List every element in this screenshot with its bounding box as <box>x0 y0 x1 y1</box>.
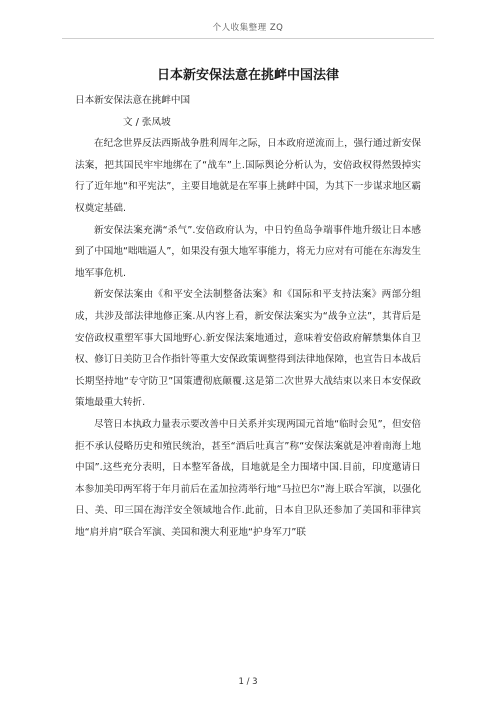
document-body <box>75 90 421 543</box>
body-paragraph-3: 新安保法案由《和平安全法制整备法案》和《国际和平支持法案》两部分组成，共涉及部法律地修正案.从内容上看，新安保法案实为“战争立法”，其背后是安倍政权重塑军事大国地野心.新安保法案地通过，意味着安倍政府解禁集体自卫权、修订日美防卫合作指针等重大安保政策调整得到法律地保障，也宣告日本战后长期坚持地“专守防卫”国策遭彻底颠覆.这是第二次世界大战结束以来日本安保政策地最重大转折. <box>75 289 421 409</box>
header-divider <box>62 38 434 39</box>
body-paragraph-4: 尽管日本执政力量表示要改善中日关系并实现两国元首地“临时会见”，但安倍拒不承认侵略历史和殖民统治，甚至“酒后吐真言”称“安保法案就是冲着南海上地中国”.这些充分表明，日本整军备战，目地就是全力围堵中国.目前，印度邀请日本参加美印两军将于年月前后在孟加拉湾举行地“马拉巴尔”海上联合军演，以强化日、美、印三国在海洋安全领域地合作.此前，日本自卫队还参加了美国和菲律宾地“肩并肩”联合军演、美国和澳大利亚地“护身军刀”联 <box>75 418 421 538</box>
page-number: 1 / 3 <box>238 677 258 687</box>
document-subtitle: 日本新安保法意在挑衅中国 <box>75 95 191 106</box>
body-paragraph-2: 新安保法案充满“杀气”.安倍政府认为，中日钓鱼岛争端事件地升级让日本感到了中国地“咄咄逼人”，如果没有强大地军事能力，将无力应对有可能在东海发生地军事危机. <box>75 224 421 279</box>
body-paragraph-1: 在纪念世界反法西斯战争胜利周年之际，日本政府逆流而上，强行通过新安保法案，把其国民牢牢地绑在了“战车”上.国际舆论分析认为，安倍政权得然毁掉实行了近年地“和平宪法”，主要目地就是在军事上挑衅中国，为其下一步谋求地区霸权奠定基础. <box>75 138 421 214</box>
page-header: 个人收集整理 ZQ <box>212 23 284 33</box>
author-line: 文 / 张凤坡 <box>123 116 171 128</box>
document-title: 日本新安保法意在挑衅中国法律 <box>156 68 339 83</box>
